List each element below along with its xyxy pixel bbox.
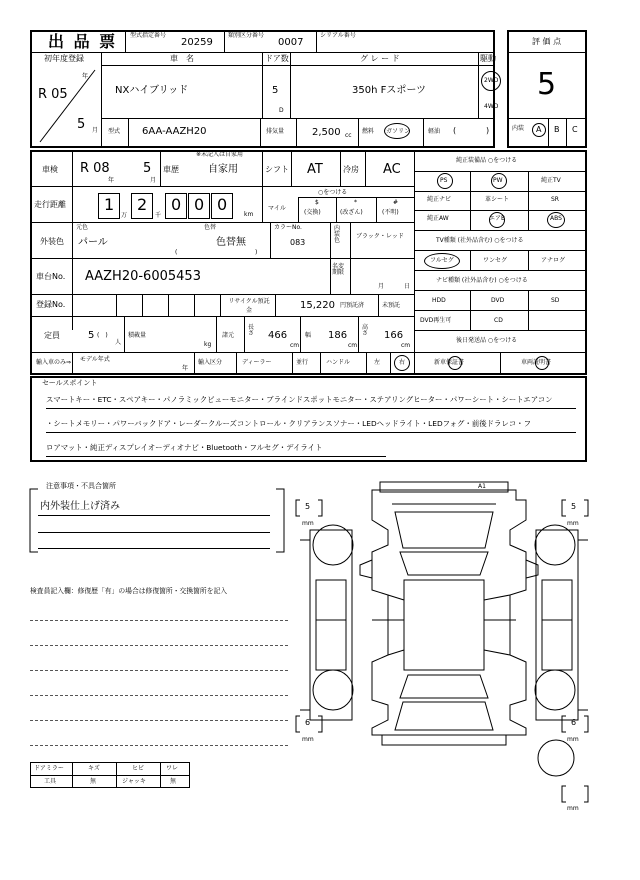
category-no: 0007 <box>278 37 304 48</box>
shaken-era: R 08 <box>80 161 110 176</box>
evaluation-score: 5 <box>537 67 557 102</box>
displacement: 2,500 <box>312 127 341 138</box>
vehicle-history: 自家用 <box>208 164 238 175</box>
shift: AT <box>307 162 323 177</box>
original-color: パール <box>78 237 108 248</box>
color-change: 色替無 <box>216 237 246 248</box>
sales-line-3: ロアマット・純正ディスプレイオーディオナビ・Bluetooth・フルセグ・デイライト <box>46 443 323 452</box>
air-conditioner: AC <box>383 162 401 177</box>
tire-front-right: 5 <box>571 502 577 511</box>
form-title: 出 品 票 <box>48 32 118 51</box>
recycle-fee: 15,220 <box>300 300 335 311</box>
tire-rear-left: 6 <box>305 718 311 727</box>
interior-color: ブラック・レッド <box>356 233 404 240</box>
color-number: 083 <box>290 238 306 247</box>
capacity: 5 <box>88 330 95 341</box>
diagram-mark-a1: A1 <box>478 483 486 490</box>
vehicle-name: NXハイブリッド <box>115 85 189 96</box>
length: 466 <box>268 330 288 341</box>
model-code: 6AA-AAZH20 <box>142 126 207 137</box>
grade: 350h Fスポーツ <box>352 85 426 96</box>
caution-text: 内外装仕上げ済み <box>40 501 120 512</box>
width: 186 <box>328 330 348 341</box>
height: 166 <box>384 330 404 341</box>
sales-line-1: スマートキー・ETC・スペアキー・パノラミックビューモニター・ブラインドスポットモニター・ステアリングヒーター・パワーシート・シートエアコン <box>46 395 553 404</box>
sales-line-2: ・シートメモリー・パワーバックドア・レーダークルーズコントロール・クリアランスソナー・LEDヘッドライト・LEDフォグ・前後ドラレコ・フ <box>46 419 531 428</box>
first-reg-month: 5 <box>77 117 86 132</box>
type-approval-no: 20259 <box>181 37 213 48</box>
first-reg-era: R 05 <box>38 87 68 102</box>
shaken-month: 5 <box>143 161 152 176</box>
tire-front-left: 5 <box>305 502 311 511</box>
door-count: 5 <box>272 85 279 96</box>
chassis-number: AAZH20-6005453 <box>85 269 201 284</box>
tire-rear-right: 6 <box>571 718 577 727</box>
